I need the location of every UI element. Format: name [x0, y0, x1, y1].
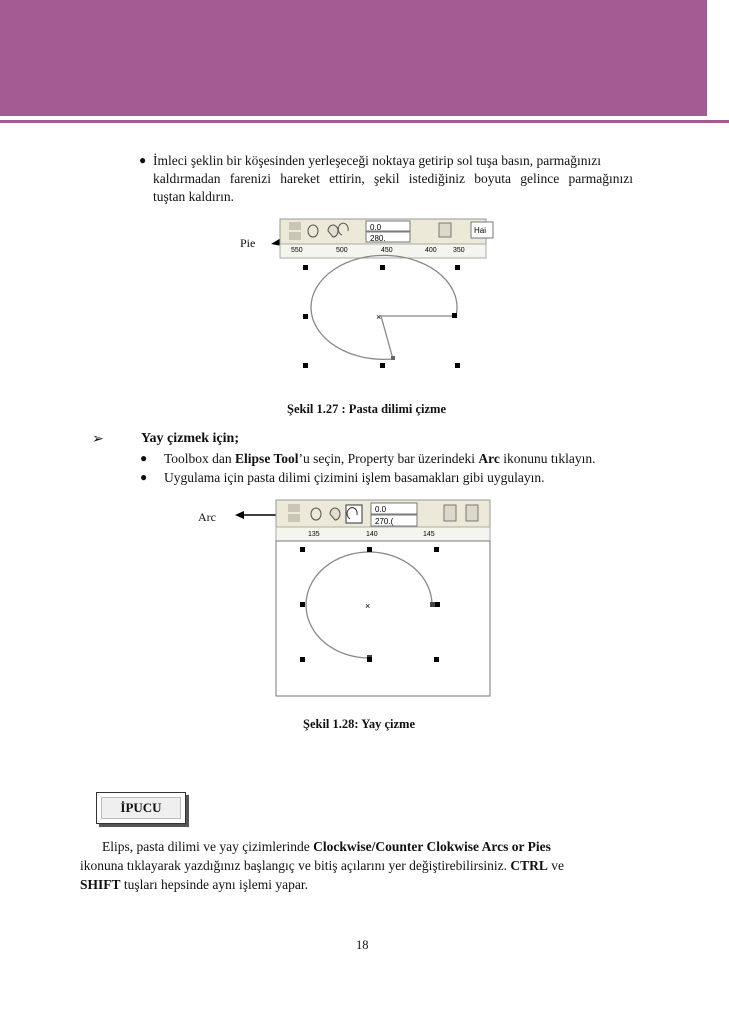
toolbar-button	[289, 222, 301, 230]
text-run: Elips, pasta dilimi ve yay çizimlerinde	[102, 839, 314, 854]
toolbar-button	[466, 505, 478, 521]
text-run: ’u seçin, Property bar üzerindeki	[298, 451, 479, 466]
selection-handle[interactable]	[434, 657, 439, 662]
ruler-tick: 145	[423, 531, 435, 538]
bold-run: SHIFT	[80, 877, 121, 892]
tip-paragraph-line2	[80, 857, 640, 874]
arrow-head	[235, 511, 244, 519]
selection-handle[interactable]	[434, 547, 439, 552]
ruler-tick: 500	[336, 247, 348, 254]
toolbar-button	[444, 505, 456, 521]
figure1-illustration	[225, 215, 495, 390]
toolbar-button	[288, 514, 300, 522]
bullet-text: Uygulama için pasta dilimi çizimini işlem basamakları gibi uygulayın.	[164, 470, 545, 485]
bullet-text-line2: kaldırmadan farenizi hareket ettirin, şekil istediğiniz boyuta gelince parmağınızı	[153, 171, 633, 186]
tip-box	[96, 792, 186, 824]
bold-run: Arc	[478, 451, 500, 466]
ruler-tick: 135	[308, 531, 320, 538]
ruler-tick: 400	[425, 247, 437, 254]
center-mark: ×	[365, 601, 371, 611]
center-mark: ×	[376, 312, 382, 322]
bullet-text	[164, 450, 644, 467]
node-handle[interactable]	[391, 356, 395, 360]
text-run: ikonuna tıklayarak yazdığınız başlangıç ve bitiş açılarını yer değiştirebilirsiniz.	[80, 858, 511, 873]
tip-title: İPUCU	[101, 797, 181, 819]
arrow-bullet-icon: ➢	[92, 432, 104, 447]
text-run: ikonunu tıklayın.	[499, 451, 596, 466]
bold-run: Clockwise/Counter Clokwise Arcs or Pies	[313, 839, 551, 854]
toolbar-button	[289, 232, 301, 240]
header-banner	[0, 0, 729, 116]
ruler-tick: 450	[381, 247, 393, 254]
bullet-text-line3: tuştan kaldırın.	[153, 189, 234, 204]
page-number: 18	[356, 938, 369, 952]
bullet-icon: ●	[140, 451, 148, 465]
end-angle-value: 280.	[370, 234, 386, 243]
selection-handle[interactable]	[303, 265, 308, 270]
selection-handle[interactable]	[303, 363, 308, 368]
selection-handle[interactable]	[367, 547, 372, 552]
header-rule	[0, 120, 729, 123]
selection-handle[interactable]	[435, 602, 440, 607]
figure1-label: Pie	[240, 236, 256, 250]
start-angle-value: 0.0	[375, 505, 387, 514]
figure2-illustration	[230, 498, 492, 698]
figure2-label: Arc	[198, 510, 216, 524]
bullet-text-line1: İmleci şeklin bir köşesinden yerleşeceği noktaya getirip sol tuşa basın, parmağınızı	[153, 153, 601, 168]
start-angle-value: 0.0	[370, 223, 382, 232]
text-run: tuşları hepsinde aynı işlemi yapar.	[120, 877, 308, 892]
selection-handle[interactable]	[300, 547, 305, 552]
bold-run: CTRL	[510, 858, 548, 873]
tip-paragraph-line3	[80, 876, 640, 893]
ruler-tick: 350	[453, 247, 465, 254]
selection-handle[interactable]	[455, 363, 460, 368]
ruler-tick: 550	[291, 247, 303, 254]
ruler-tick: 140	[366, 531, 378, 538]
header-banner-notch	[708, 0, 729, 116]
selection-handle[interactable]	[380, 363, 385, 368]
figure1-caption: Şekil 1.27 : Pasta dilimi çizme	[287, 402, 447, 416]
selection-handle[interactable]	[367, 657, 372, 662]
bold-run: Elipse Tool	[235, 451, 299, 466]
bullet-icon: ●	[139, 153, 147, 167]
selection-handle[interactable]	[380, 265, 385, 270]
figure2-caption: Şekil 1.28: Yay çizme	[303, 717, 416, 731]
section-heading: Yay çizmek için;	[141, 431, 239, 446]
selection-handle[interactable]	[452, 313, 457, 318]
toolbar-button	[439, 223, 451, 237]
tip-paragraph-line1	[80, 838, 640, 855]
selection-handle[interactable]	[300, 657, 305, 662]
text-run: Toolbox dan	[164, 451, 236, 466]
selection-handle[interactable]	[300, 602, 305, 607]
text-run: ve	[547, 858, 565, 873]
node-handle[interactable]	[430, 602, 435, 607]
toolbar-button	[288, 504, 300, 512]
end-angle-value: 270.(	[375, 517, 394, 526]
selection-handle[interactable]	[455, 265, 460, 270]
selection-handle[interactable]	[303, 314, 308, 319]
bullet-icon: ●	[140, 470, 148, 484]
pie-shape	[311, 255, 457, 359]
outline-dropdown-text: Hai	[474, 226, 487, 235]
